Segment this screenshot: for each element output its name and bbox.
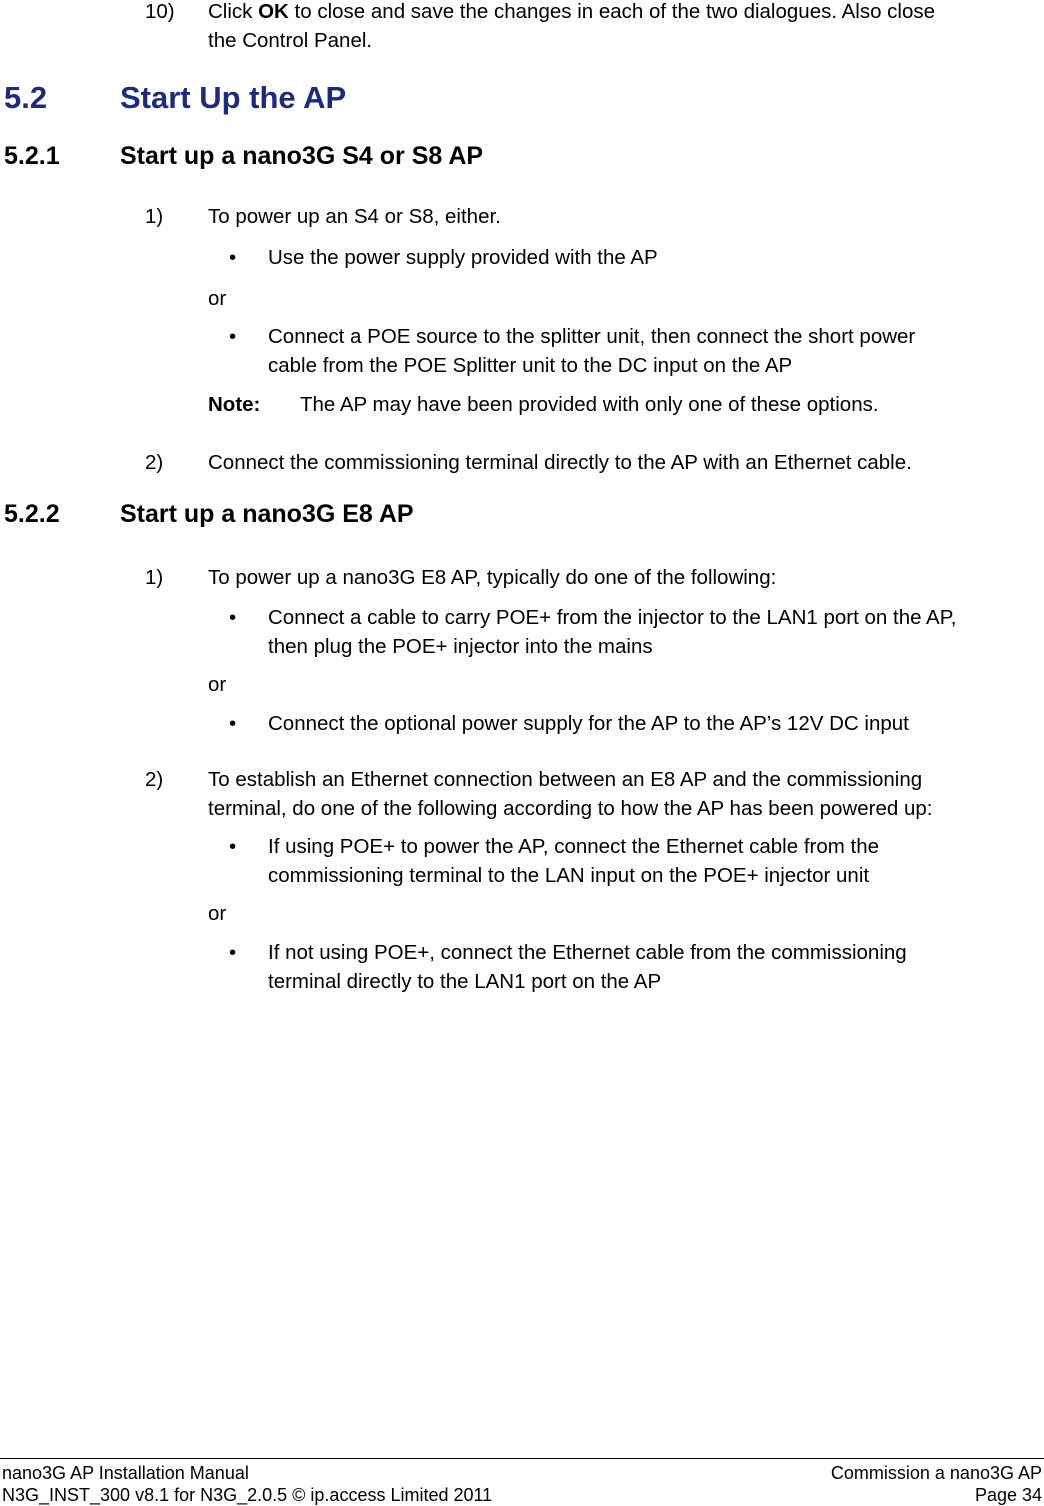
bullet-line: then plug the POE+ injector into the mains (268, 635, 653, 658)
page-number: Page 34 (974, 1485, 1042, 1505)
bullet-marker: • (229, 246, 237, 269)
bullet-text (268, 603, 1044, 661)
bullet-text: Connect the optional power supply for the AP to the AP’s 12V DC input (268, 712, 909, 735)
bullet-line: commissioning terminal to the LAN input on the POE+ injector unit (268, 864, 870, 887)
note-label (208, 390, 260, 419)
footer-right (831, 1462, 1042, 1506)
bullet-text (268, 832, 1044, 890)
step-10-before: Click (208, 0, 259, 23)
bullet-marker: • (229, 712, 237, 735)
step-number: 2) (145, 768, 164, 791)
note-label-bold: Note: (208, 393, 261, 416)
bullet-text: Use the power supply provided with the AP (268, 246, 658, 269)
bullet-line: Connect a cable to carry POE+ from the injector to the LAN1 port on the AP, (268, 606, 957, 629)
bullet-line: If using POE+ to power the AP, connect the Ethernet cable from the (268, 835, 880, 858)
chapter-title: Commission a nano3G AP (830, 1463, 1042, 1483)
document-id: N3G_INST_300 v8.1 for N3G_2.0.5 © ip.access Limited 2011 (2, 1485, 493, 1505)
bullet-marker: • (229, 835, 237, 858)
footer-rule (0, 1458, 1044, 1459)
bullet-line: If not using POE+, connect the Ethernet cable from the commissioning (268, 941, 907, 964)
step-number: 2) (145, 451, 164, 474)
section-number: 5.2 (4, 80, 48, 115)
subsection-title: Start up a nano3G S4 or S8 AP (120, 142, 484, 170)
or-label: or (208, 902, 227, 925)
step-number: 10) (145, 0, 175, 23)
footer-left (2, 1462, 492, 1506)
or-label: or (208, 673, 227, 696)
bullet-marker: • (229, 606, 237, 629)
ok-bold-label: OK (258, 0, 289, 23)
bullet-line: terminal directly to the LAN1 port on the AP (268, 970, 662, 993)
step-10-line2: the Control Panel. (208, 29, 373, 52)
step-number: 1) (145, 205, 164, 228)
step-text: To power up a nano3G E8 AP, typically do one of the following: (208, 566, 777, 589)
subsection-number: 5.2.2 (4, 500, 60, 528)
bullet-marker: • (229, 325, 237, 348)
step-10-text (208, 0, 935, 55)
subsection-number: 5.2.1 (4, 142, 60, 170)
bullet-marker: • (229, 941, 237, 964)
bullet-text (268, 938, 1044, 996)
step-line: To establish an Ethernet connection between an E8 AP and the commissioning (208, 768, 923, 791)
step-text: Connect the commissioning terminal directly to the AP with an Ethernet cable. (208, 451, 912, 474)
subsection-title: Start up a nano3G E8 AP (120, 500, 414, 528)
step-text (208, 765, 932, 823)
section-title: Start Up the AP (120, 80, 347, 115)
bullet-line: Connect a POE source to the splitter unit, then connect the short power (268, 325, 916, 348)
bullet-line: cable from the POE Splitter unit to the DC input on the AP (268, 354, 793, 377)
step-line: terminal, do one of the following according to how the AP has been powered up: (208, 797, 933, 820)
bullet-text (268, 322, 1044, 380)
note-text: The AP may have been provided with only one of these options. (300, 393, 879, 416)
step-10-after: to close and save the changes in each of the two dialogues. Also close (288, 0, 936, 23)
or-label: or (208, 287, 227, 310)
manual-title: nano3G AP Installation Manual (2, 1463, 249, 1483)
step-text: To power up an S4 or S8, either. (208, 205, 501, 228)
step-number: 1) (145, 566, 164, 589)
